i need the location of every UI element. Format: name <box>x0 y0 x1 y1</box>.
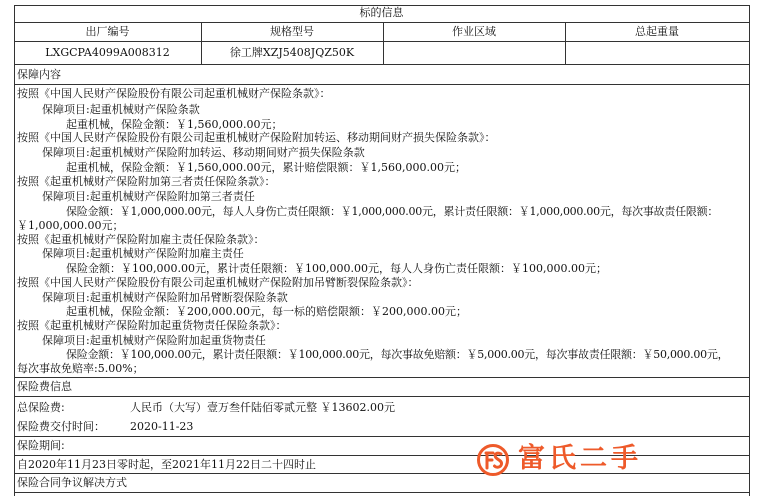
table-divider <box>14 64 749 65</box>
table-divider <box>14 22 749 23</box>
target-info-title: 标的信息 <box>359 6 404 19</box>
total-premium-value: 人民币（大写）壹万叁仟陆佰零贰元整 ￥13602.00元 <box>130 401 395 414</box>
header-model: 规格型号 <box>270 25 314 38</box>
clause-line: 按照《起重机械财产保险附加第三者责任保险条款》： <box>17 175 276 188</box>
total-premium-label: 总保险费: <box>17 401 65 414</box>
clause-line: 按照《中国人民财产保险股份有限公司起重机械财产保险附加吊臂断裂保险条款》： <box>17 276 419 289</box>
clause-line: 按照《起重机械财产保险附加起重货物责任保险条款》： <box>17 319 287 332</box>
payment-date-label: 保险费交付时间： <box>17 420 105 433</box>
section-divider <box>14 396 749 397</box>
period-title: 保险期间: <box>17 439 65 452</box>
table-divider <box>14 41 749 42</box>
watermark <box>476 440 686 480</box>
premium-title: 保险费信息 <box>17 380 72 393</box>
coverage-title: 保障内容 <box>17 68 61 81</box>
item-line: 保障项目:起重机械财产保险附加吊臂断裂保险条款 <box>42 291 288 304</box>
item-line: 保障项目:起重机械财产保险附加第三者责任 <box>42 190 255 203</box>
item-line: 保障项目:起重机械财产保险条款 <box>42 103 200 116</box>
cell-serial-number: LXGCPA4099A008312 <box>45 46 170 59</box>
amount-line: 起重机械，保险金额：￥200,000.00元，每一标的赔偿限额：￥200,000.00元； <box>66 305 467 318</box>
amount-line: 保险金额：￥100,000.00元，累计责任限额：￥100,000.00元，每人人身伤亡责任限额：￥100,000.00元； <box>66 262 607 275</box>
amount-line-continued: 每次事故免赔率:5.00%； <box>17 362 144 375</box>
clause-line: 按照《中国人民财产保险股份有限公司起重机械财产保险条款》： <box>17 87 331 100</box>
clause-line: 按照《中国人民财产保险股份有限公司起重机械财产保险附加转运、移动期间财产损失保险条款》： <box>17 131 496 144</box>
table-border-left <box>14 5 15 64</box>
clause-line: 按照《起重机械财产保险附加雇主责任保险条款》： <box>17 233 265 246</box>
dispute-title: 保险合同争议解决方式 <box>17 476 127 489</box>
section-divider <box>14 436 749 437</box>
section-divider <box>14 492 749 493</box>
header-total-lifting: 总起重量 <box>635 25 679 38</box>
header-work-area: 作业区域 <box>452 25 496 38</box>
item-line: 保障项目:起重机械财产保险附加起重货物责任 <box>42 334 266 347</box>
amount-line: 起重机械，保险金额：￥1,560,000.00元； <box>66 118 283 131</box>
table-border-right <box>749 5 750 64</box>
cell-model: 徐工牌XZJ5408JQZ50K <box>229 46 355 59</box>
table-col-divider <box>201 22 202 64</box>
amount-line: 起重机械，保险金额：￥1,560,000.00元，累计赔偿限额：￥1,560,000.00元； <box>66 161 466 174</box>
item-line: 保障项目:起重机械财产保险附加转运、移动期间财产损失保险条款 <box>42 146 365 159</box>
section-divider <box>14 84 749 85</box>
header-serial-number: 出厂编号 <box>85 25 130 38</box>
amount-line-continued: ￥1,000,000.00元； <box>17 219 124 232</box>
period-text: 自2020年11月23日零时起，至2021年11月22日二十四时止 <box>17 458 316 471</box>
watermark-logo-icon <box>476 443 512 477</box>
payment-date-value: 2020-11-23 <box>130 420 194 433</box>
table-col-divider <box>565 22 566 64</box>
amount-line: 保险金额：￥1,000,000.00元，每人人身伤亡责任限额：￥1,000,000.00元，累计责任限额：￥1,000,000.00元，每次事故责任限额： <box>66 205 719 218</box>
page-border-left <box>14 64 15 496</box>
section-divider <box>14 377 749 378</box>
page-border-right <box>749 64 750 496</box>
watermark-text: 富氏二手 <box>518 443 642 474</box>
item-line: 保障项目:起重机械财产保险附加雇主责任 <box>42 247 244 260</box>
table-col-divider <box>383 22 384 64</box>
amount-line: 保险金额：￥100,000.00元，累计责任限额：￥100,000.00元，每次事故免赔额：￥5,000.00元，每次事故责任限额：￥50,000.00元， <box>66 348 729 361</box>
